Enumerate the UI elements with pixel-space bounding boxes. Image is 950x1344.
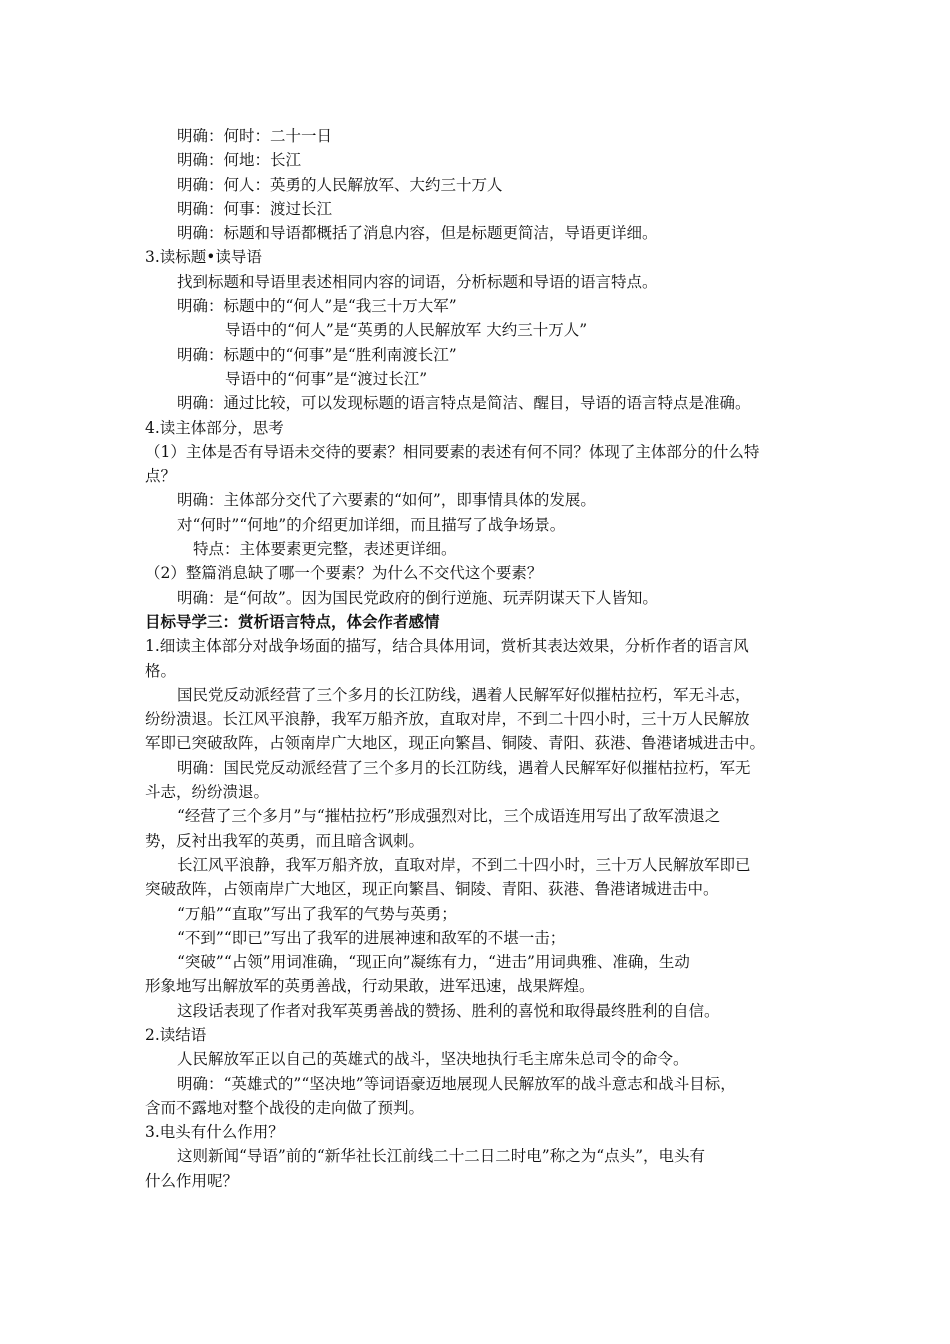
text-line: 斗志，纷纷溃退。	[145, 783, 270, 802]
section-heading: 目标导学三：赏析语言特点，体会作者感情	[145, 611, 440, 631]
text-line: 特点：主体要素更完整，表述更详细。	[193, 540, 457, 559]
text-line: 点？	[145, 467, 177, 486]
text-line: 明确：是“何故”。因为国民党政府的倒行逆施、玩弄阴谋天下人皆知。	[177, 588, 658, 607]
text-line: “万船”“直取”写出了我军的气势与英勇；	[177, 904, 457, 923]
text-line: 2.读结语	[145, 1025, 207, 1044]
text-line: 突破敌阵，占领南岸广大地区，现正向繁昌、铜陵、青阳、荻港、鲁港诸城进击中。	[145, 880, 719, 899]
text-line: “经营了三个多月”与“摧枯拉朽”形成强烈对比，三个成语连用写出了敌军溃退之	[177, 807, 721, 826]
text-line: 明确：何人：英勇的人民解放军、大约三十万人	[177, 175, 503, 194]
text-line: 势，反衬出我军的英勇，而且暗含讽刺。	[145, 831, 425, 850]
text-line: 明确：何时：二十一日	[177, 127, 333, 145]
text-line: “突破”“占领”用词准确，“现正向”凝练有力，“进击”用词典雅、准确，生动	[177, 953, 690, 972]
text-line: 明确：主体部分交代了六要素的“如何”，即事情具体的发展。	[177, 491, 596, 510]
text-line: 含而不露地对整个战役的走向做了预判。	[145, 1098, 425, 1117]
text-line: 3.电头有什么作用？	[145, 1123, 284, 1142]
text-line: （1）主体是否有导语未交待的要素？相同要素的表述有何不同？体现了主体部分的什么特	[145, 442, 760, 461]
document-body	[145, 124, 815, 1193]
text-line: 找到标题和导语里表述相同内容的词语，分析标题和导语的语言特点。	[177, 272, 658, 291]
text-line: 这则新闻“导语”前的“新华社长江前线二十二日二时电”称之为“点头”，电头有	[177, 1147, 706, 1166]
text-line: 4.读主体部分，思考	[145, 418, 284, 437]
text-line: （2）整篇消息缺了哪一个要素？为什么不交代这个要素？	[145, 564, 543, 583]
text-line: 对“何时”“何地”的介绍更加详细，而且描写了战争场景。	[177, 515, 566, 534]
text-line: “不到”“即已”写出了我军的进展神速和敌军的不堪一击；	[177, 928, 566, 947]
text-line: 明确：标题中的“何事”是“胜利南渡长江”	[177, 345, 457, 364]
text-line: 什么作用呢？	[145, 1171, 239, 1190]
text-line: 明确：国民党反动派经营了三个多月的长江防线，遇着人民解军好似摧枯拉朽，军无	[177, 758, 751, 777]
text-line: 3.读标题•读导语	[145, 248, 262, 267]
text-line: 人民解放军正以自己的英雄式的战斗，坚决地执行毛主席朱总司令的命令。	[177, 1050, 689, 1069]
text-line: 明确：通过比较，可以发现标题的语言特点是简洁、醒目，导语的语言特点是准确。	[177, 394, 751, 413]
text-line: 明确：何地：长江	[177, 151, 302, 170]
text-line: 军即已突破敌阵，占领南岸广大地区，现正向繁昌、铜陵、青阳、荻港、鲁港诸城进击中。	[145, 734, 766, 753]
text-line: 1.细读主体部分对战争场面的描写，结合具体用词，赏析其表达效果，分析作者的语言风	[145, 637, 749, 656]
text-line: 纷纷溃退。长江风平浪静，我军万船齐放，直取对岸，不到二十四小时，三十万人民解放	[145, 710, 750, 729]
text-line: 形象地写出解放军的英勇善战，行动果敢，进军迅速，战果辉煌。	[145, 977, 595, 996]
text-line: 明确：标题中的“何人”是“我三十万大军”	[177, 297, 457, 316]
text-line: 明确：何事：渡过长江	[177, 199, 333, 218]
text-line: 明确：标题和导语都概括了消息内容，但是标题更简洁，导语更详细。	[177, 224, 658, 243]
text-line: 国民党反动派经营了三个多月的长江防线，遇着人民解军好似摧枯拉朽，军无斗志，	[177, 685, 751, 704]
text-line: 导语中的“何人”是“英勇的人民解放军 大约三十万人”	[225, 321, 588, 340]
text-line: 长江风平浪静，我军万船齐放，直取对岸，不到二十四小时，三十万人民解放军即已	[177, 855, 751, 874]
text-line: 导语中的“何事”是“渡过长江”	[225, 369, 428, 388]
text-line: 这段话表现了作者对我军英勇善战的赞扬、胜利的喜悦和取得最终胜利的自信。	[177, 1001, 720, 1020]
text-line: 格。	[145, 661, 177, 680]
text-line: 明确：“英雄式的”“坚决地”等词语豪迈地展现人民解放军的战斗意志和战斗目标，	[177, 1074, 736, 1093]
